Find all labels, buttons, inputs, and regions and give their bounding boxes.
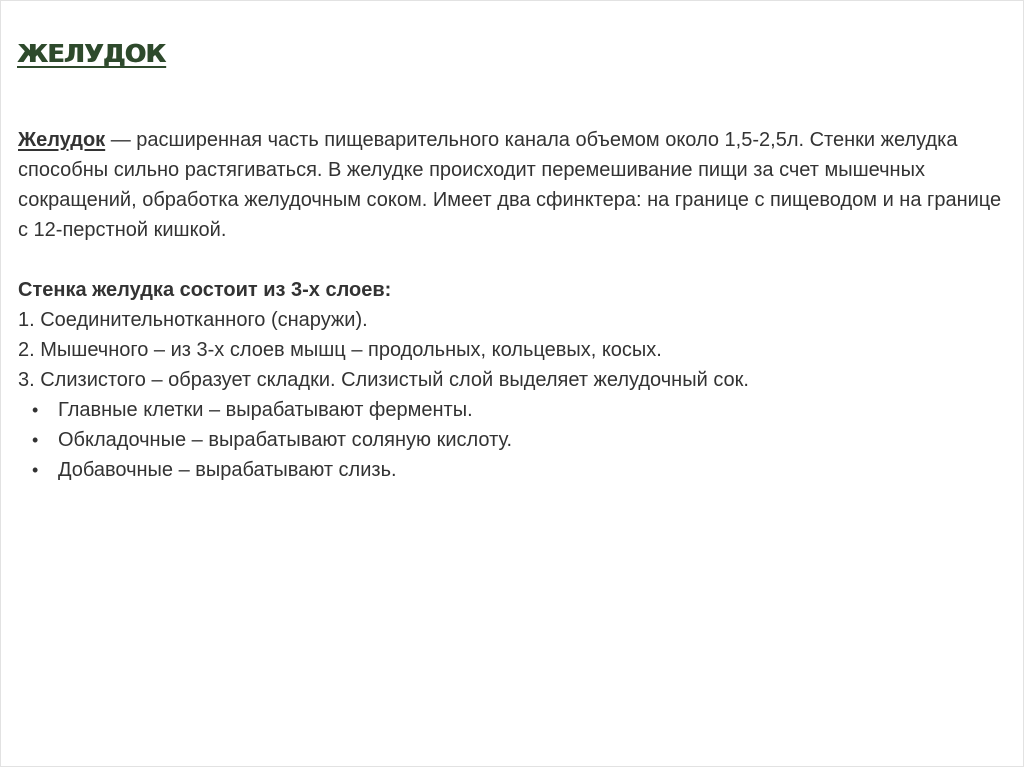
cells-item-parietal [18, 425, 1008, 455]
layer-item-muscular: 2. Мышечного – из 3-х слоев мышц – продольных, кольцевых, косых. [18, 339, 662, 361]
layer-item-connective: 1. Соединительнотканного (снаружи). [18, 309, 368, 331]
intro-text: — расширенная часть пищеварительного канала объемом около 1,5-2,5л. Стенки желудка способны сильно растягиваться. В желудке происходит перемешивание пищи за счет мышечных сокращений, обработка желудочным соком. Имеет два сфинктера: на границе с пищеводом и на границе с 12-перстной кишкой. [18, 129, 1002, 241]
layers-list [18, 305, 1008, 395]
layers-section [18, 275, 1008, 485]
cells-item-parietal-text: Обкладочные – вырабатывают соляную кислоту. [58, 429, 513, 451]
cells-item-accessory [18, 455, 1008, 485]
intro-paragraph [18, 125, 1008, 245]
cells-item-accessory-text: Добавочные – вырабатывают слизь. [58, 459, 397, 481]
slide-content [18, 125, 1008, 485]
page-title: ЖЕЛУДОК [17, 39, 166, 68]
cells-item-main-text: Главные клетки – вырабатывают ферменты. [58, 399, 473, 421]
bullet-icon: • [32, 400, 39, 420]
bullet-icon: • [32, 430, 39, 450]
layer-item-mucous: 3. Слизистого – образует складки. Слизистый слой выделяет желудочный сок. [18, 369, 749, 391]
layers-heading: Стенка желудка состоит из 3-х слоев: [18, 279, 392, 301]
cells-item-main [18, 395, 1008, 425]
cells-list [18, 395, 1008, 485]
intro-term: Желудок [18, 129, 106, 151]
bullet-icon: • [32, 460, 39, 480]
